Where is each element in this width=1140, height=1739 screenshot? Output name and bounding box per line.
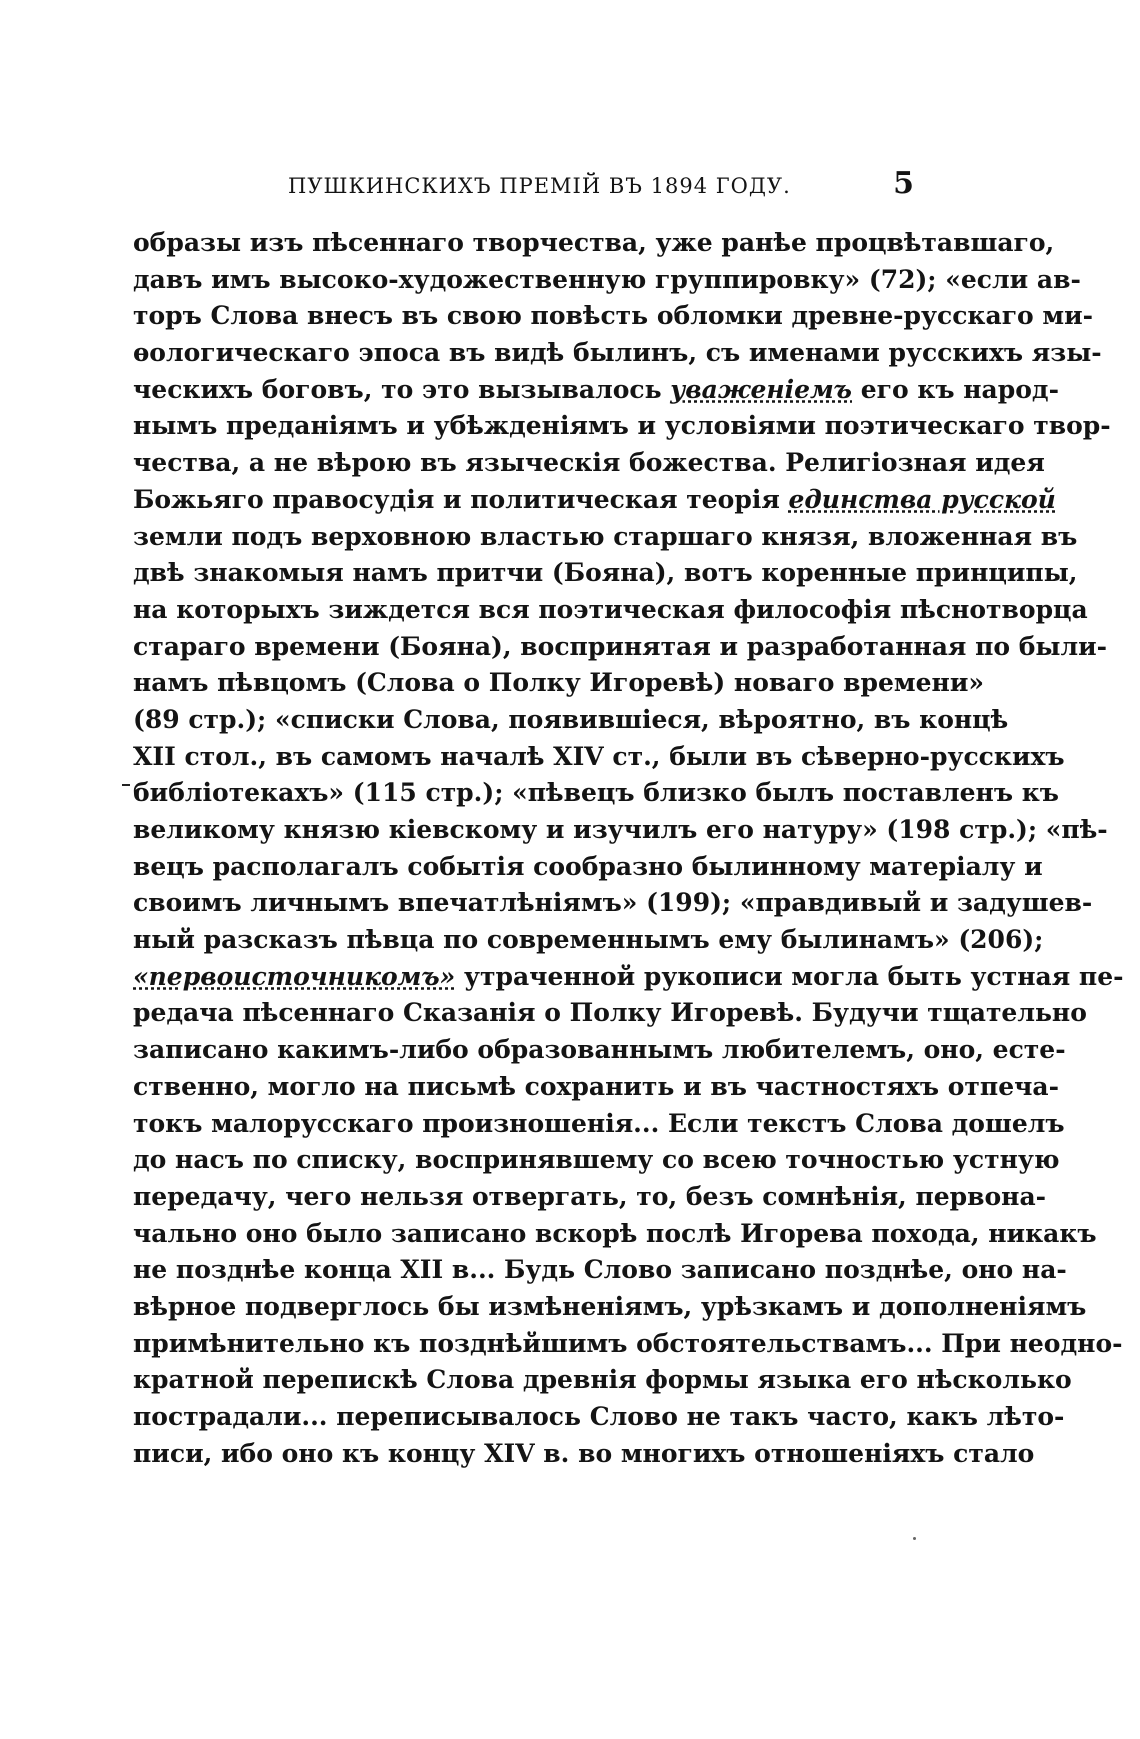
margin-mark xyxy=(122,784,130,786)
text-line: двѣ знакомыя намъ притчи (Бояна), вотъ коренные принципы, xyxy=(133,558,1078,588)
text-line: писи, ибо оно къ концу XIV в. во многихъ отношеніяхъ стало xyxy=(133,1438,1035,1468)
text-segment: Божьяго правосудія и политическая теорія xyxy=(133,484,780,514)
text-line: вецъ располагалъ событія сообразно былинному матеріалу и xyxy=(133,851,1043,881)
emphasis-text: уваженіемъ xyxy=(670,374,852,404)
text-line xyxy=(133,482,1056,519)
text-line: ственно, могло на письмѣ сохранить и въ частностяхъ отпеча- xyxy=(133,1071,1059,1101)
text-line: записано какимъ-либо образованнымъ любителемъ, оно, есте- xyxy=(133,1035,1066,1065)
text-segment: утраченной рукописи могла быть устная пе- xyxy=(463,961,1124,991)
body-text xyxy=(133,225,1124,1472)
text-line xyxy=(133,959,1124,996)
text-line: пострадали... переписывалось Слово не такъ часто, какъ лѣто- xyxy=(133,1402,1065,1431)
text-line: кратной перепискѣ Слова древнія формы языка его нѣсколько xyxy=(133,1365,1072,1395)
text-line: земли подъ верховною властью старшаго князя, вложенная въ xyxy=(133,521,1078,551)
text-line: давъ имъ высоко-художественную группировку» (72); «если ав- xyxy=(133,264,1081,294)
text-line: торъ Слова внесъ въ свою повѣсть обломки древне-русскаго ми- xyxy=(133,301,1094,331)
text-line: до насъ по списку, воспринявшему со всею точностью устную xyxy=(133,1145,1060,1175)
paper-speck xyxy=(913,1537,916,1540)
text-line: великому князю кіевскому и изучилъ его натуру» (198 стр.); «пѣ- xyxy=(133,815,1108,844)
page-number: 5 xyxy=(893,166,914,201)
emphasis-text: «первоисточникомъ» xyxy=(133,961,456,991)
text-line: ѳологическаго эпоса въ видѣ былинъ, съ именами русскихъ язы- xyxy=(133,338,1102,368)
text-line: чально оно было записано вскорѣ послѣ Игорева похода, никакъ xyxy=(133,1218,1097,1248)
text-line: своимъ личнымъ впечатлѣніямъ» (199); «правдивый и задушев- xyxy=(133,888,1093,918)
text-line: стараго времени (Бояна), воспринятая и разработанная по были- xyxy=(133,631,1108,661)
text-segment: его къ народ- xyxy=(860,374,1059,404)
text-line: ный разсказъ пѣвца по современнымъ ему былинамъ» (206); xyxy=(133,925,1044,955)
text-segment: ческихъ боговъ, то это вызывалось xyxy=(133,374,662,404)
running-header xyxy=(133,160,918,204)
text-line: XII стол., въ самомъ началѣ XIV ст., были въ сѣверно-русскихъ xyxy=(133,741,1065,771)
text-line xyxy=(133,372,1059,409)
text-line: токъ малорусскаго произношенія... Если текстъ Слова дошелъ xyxy=(133,1108,1065,1138)
text-line: (89 стр.); «списки Слова, появившіеся, вѣроятно, въ концѣ xyxy=(133,704,1009,734)
text-line: примѣнительно къ позднѣйшимъ обстоятельствамъ... При неодно- xyxy=(133,1328,1123,1358)
text-line: библіотекахъ» (115 стр.); «пѣвецъ близко былъ поставленъ къ xyxy=(133,778,1059,808)
text-line: образы изъ пѣсеннаго творчества, уже ранѣе процвѣтавшаго, xyxy=(133,228,1055,257)
text-line: нымъ преданіямъ и убѣжденіямъ и условіями поэтическаго твор- xyxy=(133,411,1111,441)
text-line: передачу, чего нельзя отвергать, то, безъ сомнѣнія, первона- xyxy=(133,1181,1047,1211)
text-line: вѣрное подверглось бы измѣненіямъ, урѣзкамъ и дополненіямъ xyxy=(133,1291,1087,1321)
text-line: на которыхъ зиждется вся поэтическая философія пѣснотворца xyxy=(133,594,1088,624)
text-line: редача пѣсеннаго Сказанія о Полку Игоревѣ. Будучи тщательно xyxy=(133,998,1087,1028)
text-line: чества, а не вѣрою въ языческія божества. Религіозная идея xyxy=(133,448,1045,478)
header-title: ПУШКИНСКИХЪ ПРЕМІЙ ВЪ 1894 ГОДУ. xyxy=(288,174,791,198)
emphasis-text: единства русской xyxy=(788,484,1056,514)
text-line: не позднѣе конца XII в... Будь Слово записано позднѣе, оно на- xyxy=(133,1255,1067,1285)
text-line: намъ пѣвцомъ (Слова о Полку Игоревѣ) новаго времени» xyxy=(133,668,985,698)
